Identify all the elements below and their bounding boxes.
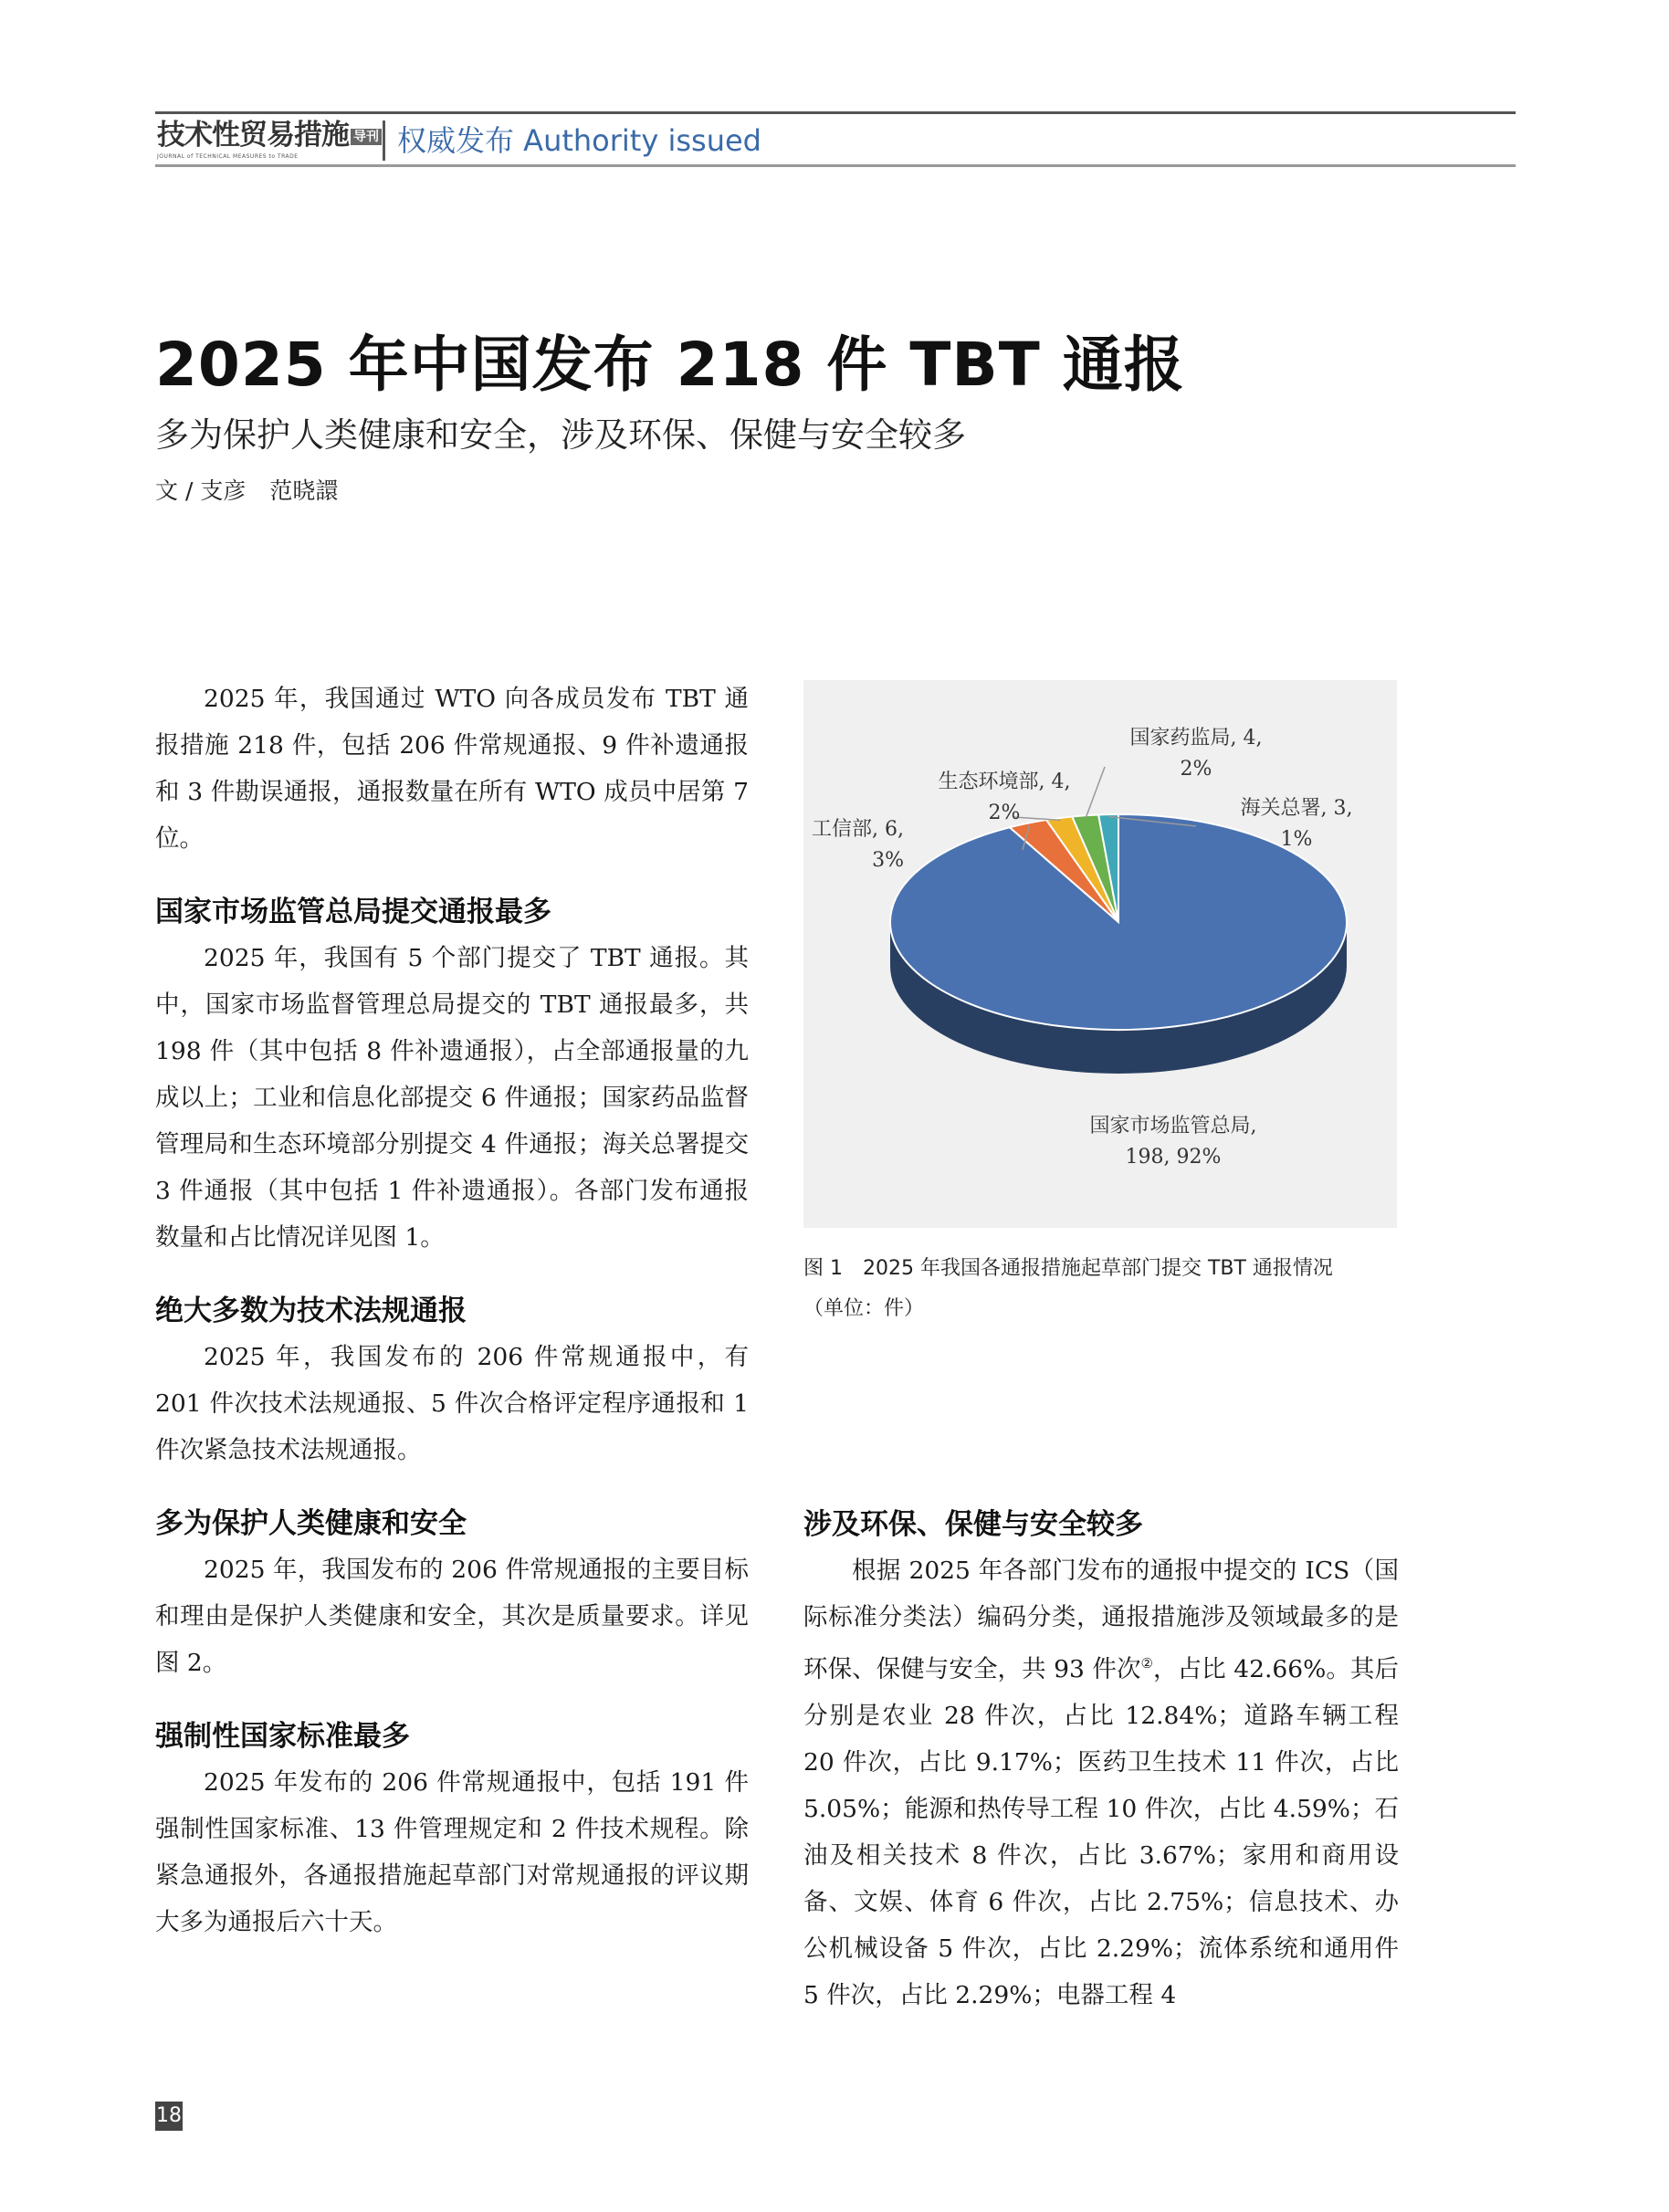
figure-1-caption <box>803 1249 1406 1329</box>
byline-author1: 文 / 支彦 <box>155 477 247 504</box>
header-rule-bottom <box>155 164 1516 167</box>
pie-leader-line <box>1086 767 1105 818</box>
byline-author2: 范晓譞 <box>269 477 339 504</box>
section-3-paragraph: 2025 年，我国发布的 206 件常规通报的主要目标和理由是保护人类健康和安全，其次是质量要求。详见图 2。 <box>155 1556 749 1677</box>
section-2-paragraph: 2025 年，我国发布的 206 件常规通报中，有 201 件次技术法规通报、5 件次合格评定程序通报和 1 件次紧急技术法规通报。 <box>155 1343 749 1464</box>
pie-label-line: 1% <box>1280 828 1313 851</box>
section-label: 权威发布 Authority issued <box>397 123 761 158</box>
pie-label-line: 工信部, 6, <box>812 818 904 841</box>
section-1-paragraph: 2025 年，我国有 5 个部门提交了 TBT 通报。其中，国家市场监督管理总局提交的 TBT 通报最多，共 198 件（其中包括 8 件补遗通报），占全部通报量的九成以上；工业和信息化部提交 6 件通报；国家药品监督管理局和生态环境部分别提交 4 件通报；海关总署提交 3 件通报（其中包括 1 件补遗通报）。各部门发布通报数量和占比情况详见图 1。 <box>155 944 749 1252</box>
section-heading-2: 绝大多数为技术法规通报 <box>155 1295 467 1327</box>
pie-label-生态环境部 <box>939 771 1071 824</box>
pie-label-line: 2% <box>1180 758 1212 781</box>
footnote-marker: ② <box>1140 1655 1154 1672</box>
left-column <box>155 676 749 1945</box>
section-4-paragraph: 2025 年发布的 206 件常规通报中，包括 191 件强制性国家标准、13 件管理规定和 2 件技术规程。除紧急通报外，各通报措施起草部门对常规通报的评议期大多为通报后六十天。 <box>155 1768 749 1936</box>
section-5-paragraph <box>803 1547 1399 2018</box>
byline <box>155 475 338 508</box>
pie-label-line: 生态环境部, 4, <box>938 771 1071 793</box>
journal-name: 技术性贸易措施 <box>157 119 349 152</box>
figure-caption-line-1: 图 1 2025 年我国各通报措施起草部门提交 TBT 通报情况 <box>803 1257 1333 1280</box>
journal-subtitle: JOURNAL of TECHNICAL MEASURES to TRADE <box>157 152 299 160</box>
pie-chart-svg <box>803 680 1397 1228</box>
pie-label-line: 2% <box>988 802 1021 824</box>
section-heading-4: 强制性国家标准最多 <box>155 1720 410 1753</box>
pie-label-line: 198, 92% <box>1125 1146 1222 1169</box>
pie-label-line: 3% <box>872 849 904 872</box>
pie-label-国家药监局 <box>1130 727 1263 781</box>
intro-paragraph: 2025 年，我国通过 WTO 向各成员发布 TBT 通报措施 218 件，包括 206 件常规通报、9 件补遗通报和 3 件勘误通报，通报数量在所有 WTO 成员中居第 7 位。 <box>155 685 749 853</box>
section-heading-5: 涉及环保、保健与安全较多 <box>803 1508 1143 1541</box>
pie-label-line: 海关总署, 3, <box>1240 797 1353 820</box>
section-heading-1: 国家市场监管总局提交通报最多 <box>155 896 551 928</box>
journal-tag: 导刊 <box>351 129 382 145</box>
pie-label-line: 国家药监局, 4, <box>1129 727 1263 750</box>
header-rule-top <box>155 111 1516 114</box>
figure-caption-line-2: （单位：件） <box>803 1297 925 1320</box>
article-subtitle: 多为保护人类健康和安全，涉及环保、保健与安全较多 <box>155 415 966 455</box>
section-5-text-b: ，占比 42.66%。其后分别是农业 28 件次，占比 12.84%；道路车辆工程 20 件次，占比 9.17%；医药卫生技术 11 件次，占比 5.05%；能源和热传导工程 10 件次，占比 4.59%；石油及相关技术 8 件次，占比 3.67%；家用和商用设备、文娱、体育 6 件次，占比 2.75%；信息技术、办公机械设备 5 件次，占比 2.29%；流体系统和通用件 5 件次，占比 2.29%；电器工程 4 <box>803 1654 1399 2009</box>
section-heading-3: 多为保护人类健康和安全 <box>155 1507 467 1540</box>
figure-1-chart <box>803 680 1397 1228</box>
pie-label-国家市场监管总局 <box>1090 1115 1257 1169</box>
section-5-text-a: 根据 2025 年各部门发布的通报中提交的 ICS（国际标准分类法）编码分类，通报措施涉及领域最多的是环保、保健与安全，共 93 件次 <box>803 1557 1399 1683</box>
header-separator <box>383 121 385 161</box>
article-title: 2025 年中国发布 218 件 TBT 通报 <box>155 330 1185 400</box>
pie-label-line: 国家市场监管总局, <box>1089 1115 1257 1137</box>
page-number: 18 <box>155 2102 183 2131</box>
journal-logo <box>157 119 379 161</box>
pie-label-工信部 <box>812 818 904 872</box>
right-column <box>803 1502 1399 2018</box>
